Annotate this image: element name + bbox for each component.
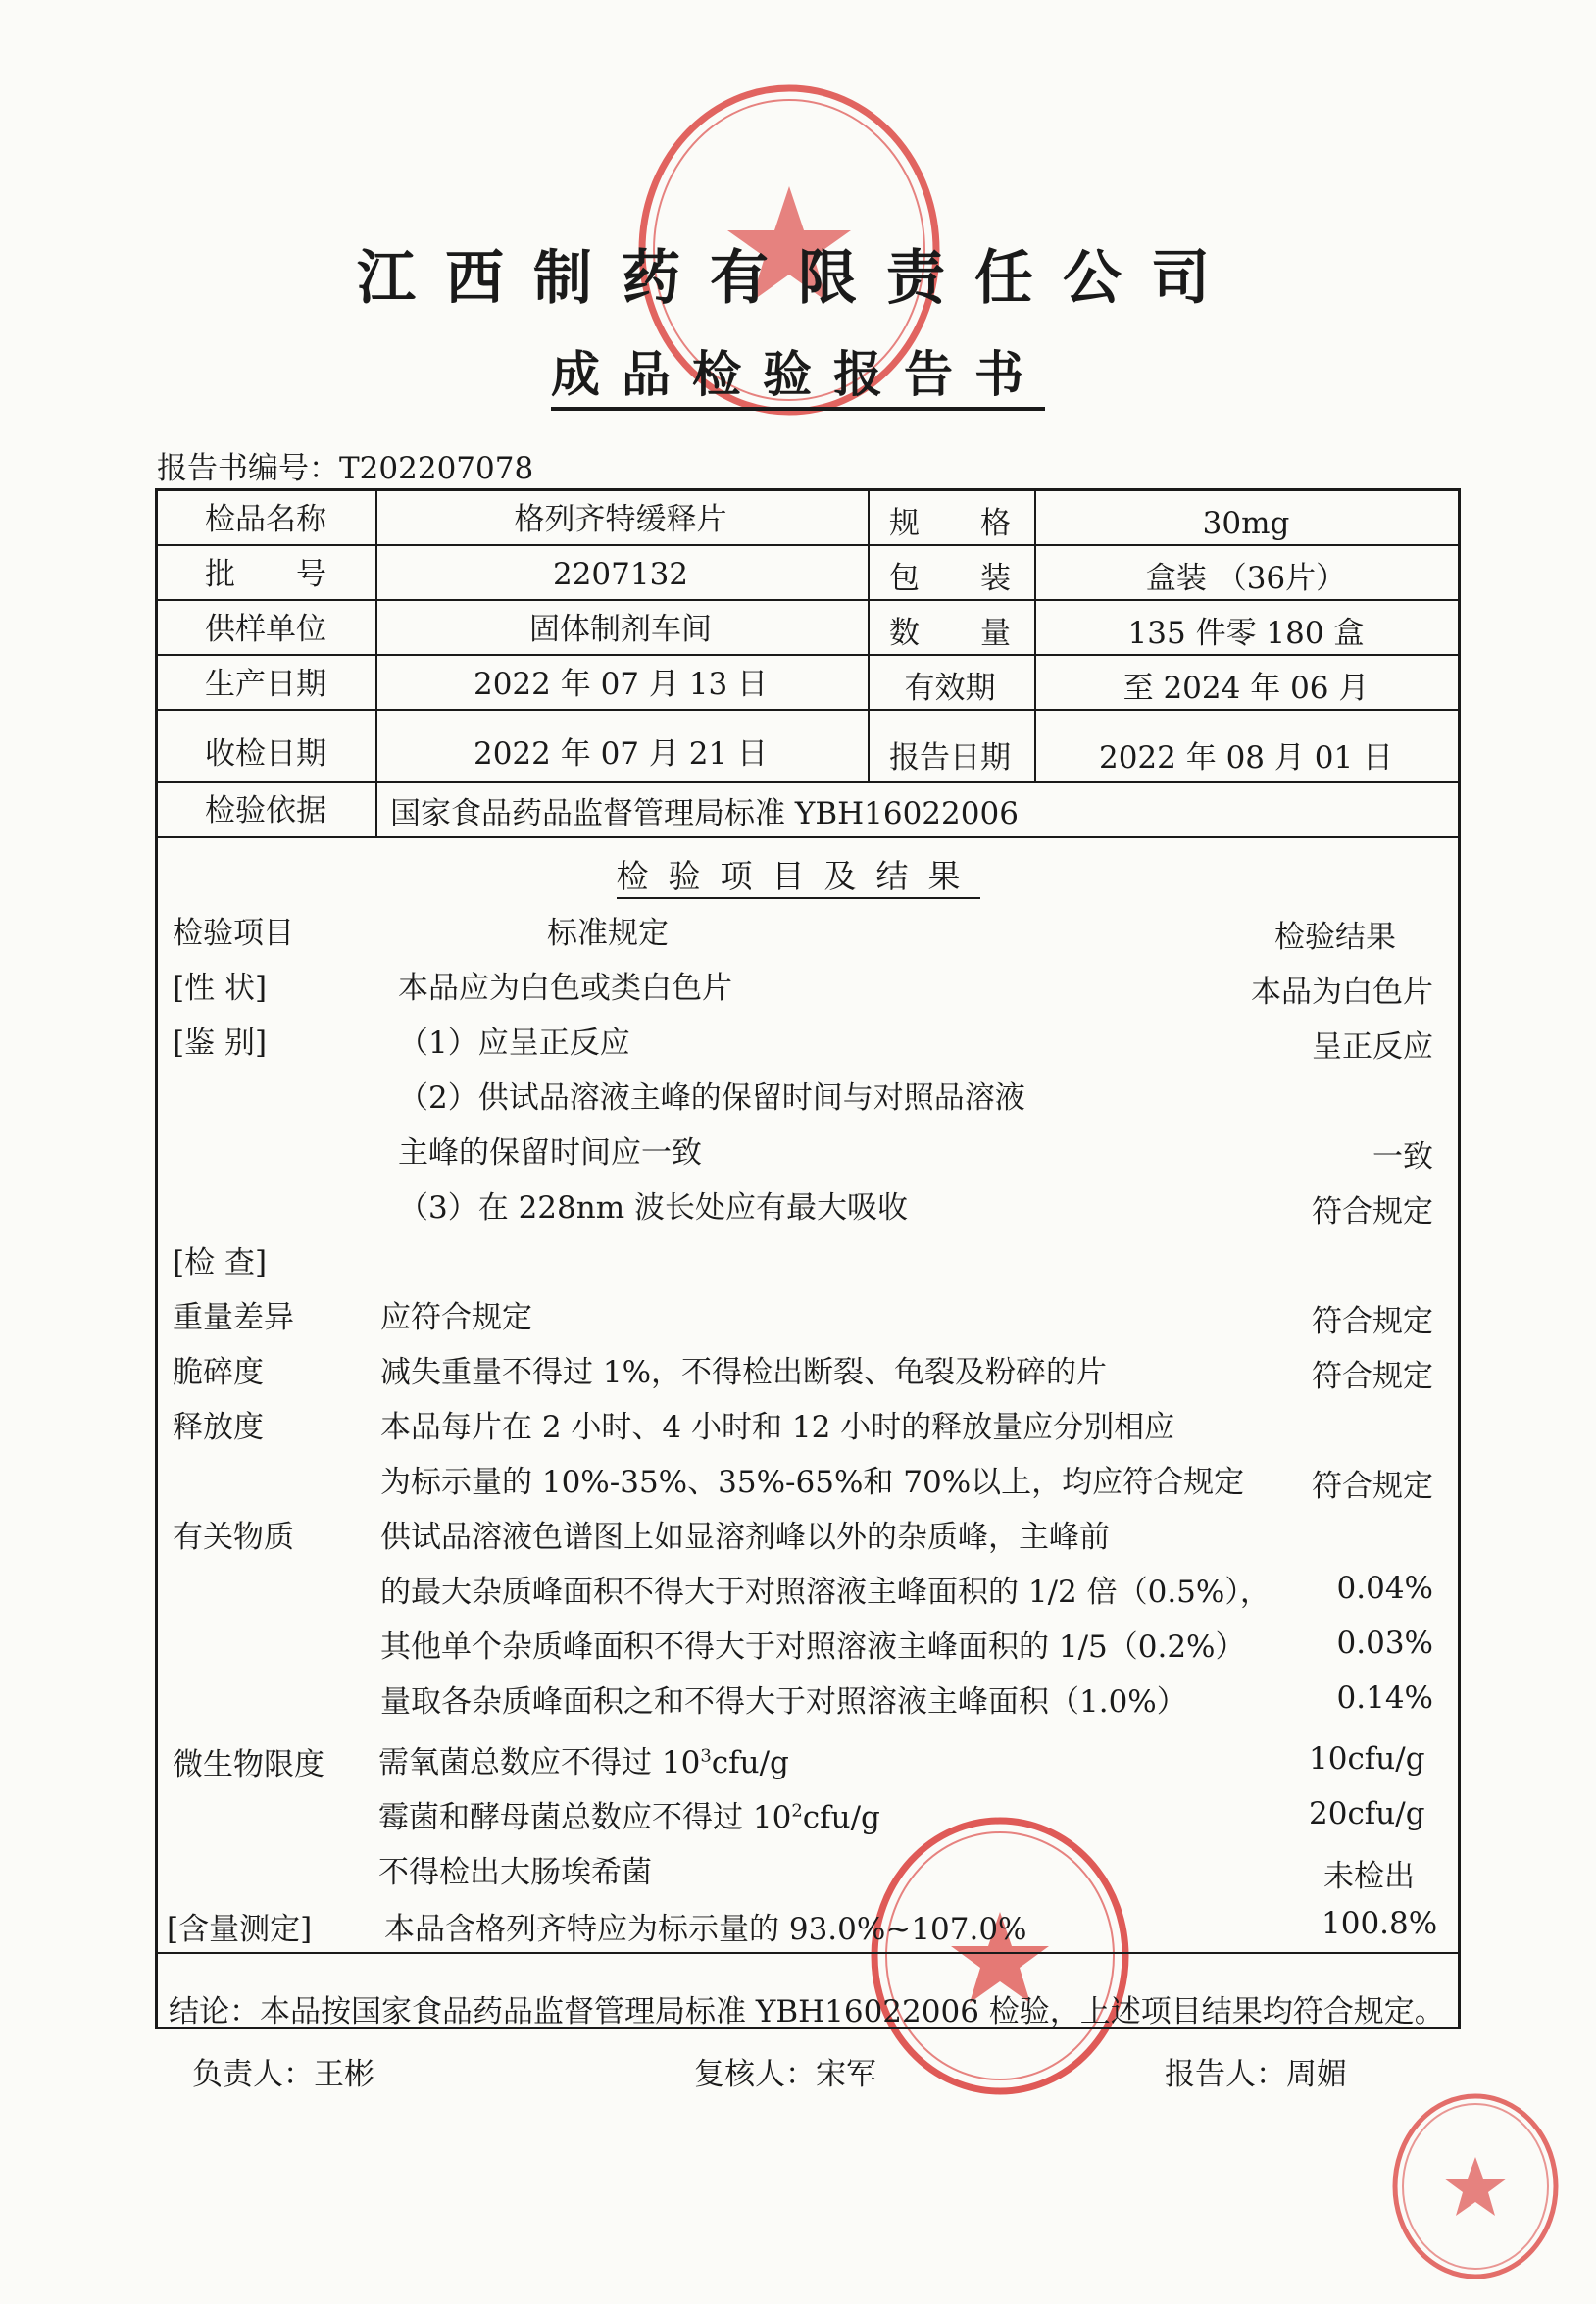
result-item: 有关物质 (173, 1520, 294, 1555)
label-basis: 检验依据 (205, 793, 326, 828)
result-standard: 主峰的保留时间应一致 (398, 1135, 702, 1171)
result-standard: 减失重量不得过 1%，不得检出断裂、龟裂及粉碎的片 (380, 1355, 1108, 1390)
result-value: 符合规定 (1312, 1194, 1433, 1229)
result-value: 0.14% (1336, 1680, 1433, 1716)
result-item: [鉴 别] (173, 1026, 268, 1061)
report-number: 报告书编号：T202207078 (157, 451, 534, 486)
micro-standard-2: 霉菌和酵母菌总数应不得过 $10^2cfu/g$ (378, 1800, 880, 1835)
micro-result-3: 未检出 (1323, 1859, 1415, 1894)
result-value: 本品为白色片 (1251, 975, 1433, 1010)
col-item-header: 检验项目 (173, 916, 294, 951)
result-item: 释放度 (173, 1410, 264, 1445)
value-production-date: 2022 年 07 月 13 日 (473, 667, 769, 702)
label-spec: 规 格 (889, 506, 1011, 541)
results-section-title: 检验项目及结果 (0, 851, 1596, 897)
result-standard: 应符合规定 (380, 1300, 532, 1335)
label-package: 包 装 (889, 561, 1011, 596)
value-expiry: 至 2024 年 06 月 (1122, 671, 1370, 706)
signature-responsible: 负责人：王彬 (192, 2057, 374, 2092)
assay-result: 100.8% (1322, 1906, 1438, 1941)
result-value: 0.04% (1336, 1571, 1433, 1606)
result-standard: 本品应为白色或类白色片 (398, 971, 732, 1006)
result-standard: （3）在 228nm 波长处应有最大吸收 (398, 1190, 908, 1226)
value-receipt-date: 2022 年 07 月 21 日 (473, 736, 769, 772)
result-item: [检 查] (173, 1245, 268, 1280)
assay-item: [含量测定] (167, 1912, 313, 1947)
micro-item: 微生物限度 (173, 1747, 324, 1782)
col-result-header: 检验结果 (1274, 920, 1396, 955)
result-value: 0.03% (1336, 1626, 1433, 1661)
value-spec: 30mg (1202, 506, 1290, 541)
value-supplier: 固体制剂车间 (529, 612, 712, 647)
label-supplier: 供样单位 (205, 612, 326, 647)
micro-standard-1: 需氧菌总数应不得过 $10^3cfu/g$ (378, 1745, 789, 1780)
signature-reviewer: 复核人：宋军 (694, 2057, 876, 2092)
result-value: 呈正反应 (1312, 1029, 1433, 1065)
result-value: 一致 (1372, 1139, 1433, 1175)
label-receipt-date: 收检日期 (205, 736, 326, 772)
micro-standard-3: 不得检出大肠埃希菌 (378, 1855, 652, 1890)
label-product-name: 检品名称 (205, 502, 326, 537)
result-value: 符合规定 (1312, 1469, 1433, 1504)
result-item: [性 状] (173, 971, 268, 1006)
value-package: 盒装 （36片） (1145, 561, 1347, 596)
result-value: 符合规定 (1312, 1359, 1433, 1394)
micro-result-1: 10cfu/g (1309, 1741, 1425, 1777)
label-batch: 批 号 (205, 557, 326, 592)
document-title: 成品检验报告书 (0, 335, 1596, 406)
label-expiry: 有效期 (904, 671, 996, 706)
value-product-name: 格列齐特缓释片 (514, 502, 727, 537)
signature-reporter: 报告人：周媚 (1165, 2057, 1347, 2092)
inspection-seal-corner (1387, 2088, 1564, 2284)
company-name: 江西制药有限责任公司 (357, 244, 1239, 313)
result-standard: 量取各杂质峰面积之和不得大于对照溶液主峰面积（1.0%） (380, 1684, 1187, 1720)
value-basis: 国家食品药品监督管理局标准 YBH16022006 (390, 796, 1019, 831)
col-standard-header: 标准规定 (547, 916, 669, 951)
micro-result-2: 20cfu/g (1309, 1796, 1425, 1831)
result-standard: （1）应呈正反应 (398, 1026, 630, 1061)
value-batch: 2207132 (552, 557, 689, 592)
label-quantity: 数 量 (889, 616, 1011, 651)
result-standard: 为标示量的 10%-35%、35%-65%和 70%以上，均应符合规定 (380, 1465, 1245, 1500)
result-standard: 供试品溶液色谱图上如显溶剂峰以外的杂质峰，主峰前 (380, 1520, 1110, 1555)
assay-standard: 本品含格列齐特应为标示量的 93.0%~107.0% (384, 1912, 1027, 1947)
conclusion: 结论：本品按国家食品药品监督管理局标准 YBH16022006 检验，上述项目结果均符合规定。 (169, 1994, 1445, 2029)
result-standard: （2）供试品溶液主峰的保留时间与对照品溶液 (398, 1080, 1025, 1116)
result-value: 符合规定 (1312, 1304, 1433, 1339)
label-report-date: 报告日期 (889, 740, 1011, 776)
result-standard: 其他单个杂质峰面积不得大于对照溶液主峰面积的 1/5（0.2%） (380, 1629, 1246, 1665)
value-quantity: 135 件零 180 盒 (1127, 616, 1365, 651)
result-standard: 本品每片在 2 小时、4 小时和 12 小时的释放量应分别相应 (380, 1410, 1175, 1445)
result-item: 重量差异 (173, 1300, 294, 1335)
label-production-date: 生产日期 (205, 667, 326, 702)
value-report-date: 2022 年 08 月 01 日 (1098, 740, 1394, 776)
result-item: 脆碎度 (173, 1355, 264, 1390)
result-standard: 的最大杂质峰面积不得大于对照溶液主峰面积的 1/2 倍（0.5%）， (380, 1575, 1271, 1610)
